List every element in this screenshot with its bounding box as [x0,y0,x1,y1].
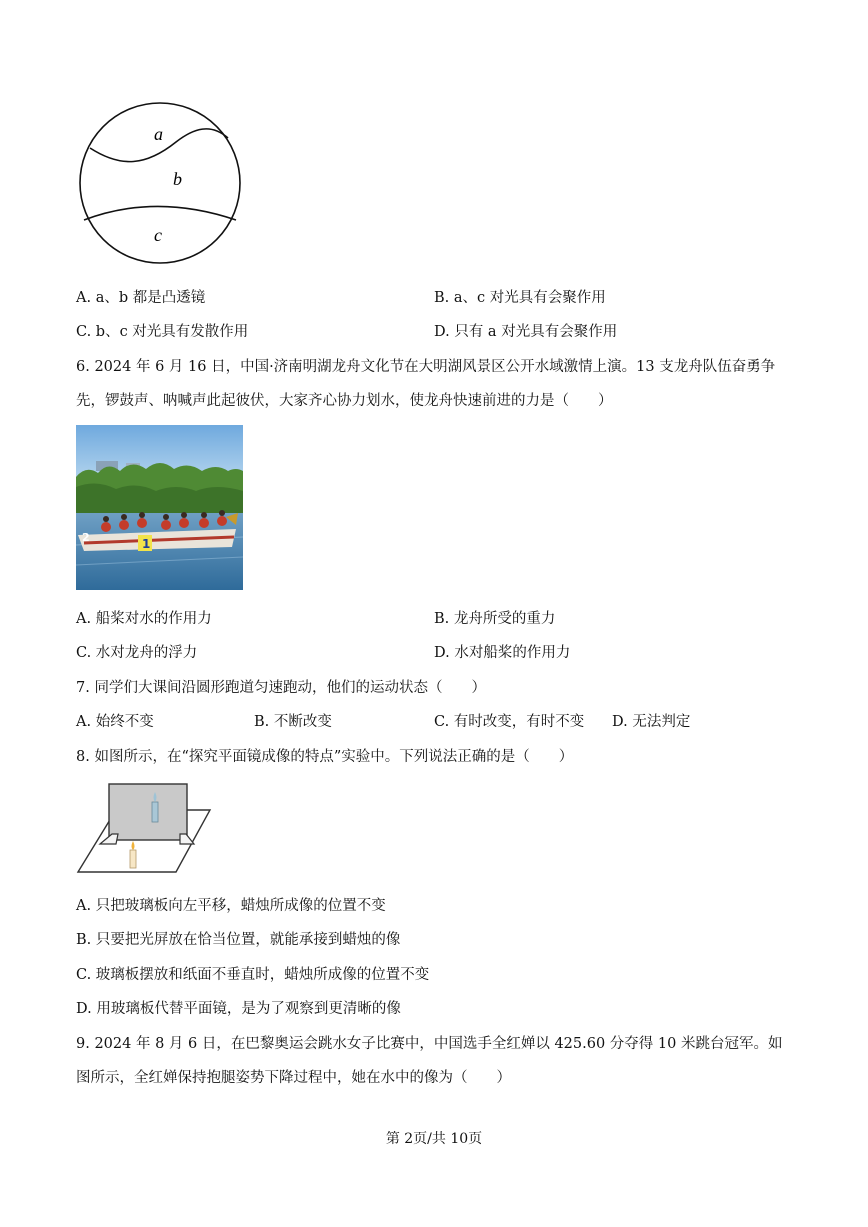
q8-option-a: A. 只把玻璃板向左平移，蜡烛所成像的位置不变 [76,898,386,914]
q6-option-b: B. 龙舟所受的重力 [434,611,556,627]
q7-option-a: A. 始终不变 [76,714,154,730]
q5-option-c: C. b、c 对光具有发散作用 [76,324,249,340]
page-footer: 第 2页/共 10页 [385,1131,483,1147]
lens-label-c: c [154,225,162,245]
q5-option-b: B. a、c 对光具有会聚作用 [434,290,606,306]
q6-option-c: C. 水对龙舟的浮力 [76,645,198,661]
q9-stem-line2: 图所示，全红婵保持抱腿姿势下降过程中，她在水中的像为（ ） [76,1070,511,1086]
q8-option-b: B. 只要把光屏放在恰当位置，就能承接到蜡烛的像 [76,932,401,948]
q6-option-d: D. 水对船桨的作用力 [434,645,571,661]
plane-mirror-diagram [76,780,212,876]
q7-stem: 7. 同学们大课间沿圆形跑道匀速跑动，他们的运动状态（ ） [76,680,486,696]
q8-stem: 8. 如图所示，在“探究平面镜成像的特点”实验中。下列说法正确的是（ ） [76,749,574,765]
q6-stem-line2: 先，锣鼓声、呐喊声此起彼伏，大家齐心协力划水，使龙舟快速前进的力是（ ） [76,393,613,409]
lens-diagram [76,98,244,268]
lens-label-b: b [173,169,182,189]
q5-option-a: A. a、b 都是凸透镜 [76,290,206,306]
q8-option-d: D. 用玻璃板代替平面镜，是为了观察到更清晰的像 [76,1001,401,1017]
q9-stem-line1: 9. 2024 年 8 月 6 日，在巴黎奥运会跳水女子比赛中，中国选手全红婵以 425.60 分夺得 10 米跳台冠军。如 [76,1036,783,1052]
q7-option-d: D. 无法判定 [612,714,691,730]
q7-option-c: C. 有时改变，有时不变 [434,714,585,730]
q7-option-b: B. 不断改变 [254,714,332,730]
boat-number-2: 2 [82,531,90,544]
q6-stem-line1: 6. 2024 年 6 月 16 日，中国·济南明湖龙舟文化节在大明湖风景区公开水域激情上演。13 支龙舟队伍奋勇争 [76,359,776,375]
dragon-boat-photo [76,425,243,590]
q5-option-d: D. 只有 a 对光具有会聚作用 [434,324,618,340]
lens-label-a: a [154,124,163,144]
q6-option-a: A. 船桨对水的作用力 [76,611,212,627]
boat-number-1: 1 [142,537,151,551]
q8-option-c: C. 玻璃板摆放和纸面不垂直时，蜡烛所成像的位置不变 [76,967,430,983]
